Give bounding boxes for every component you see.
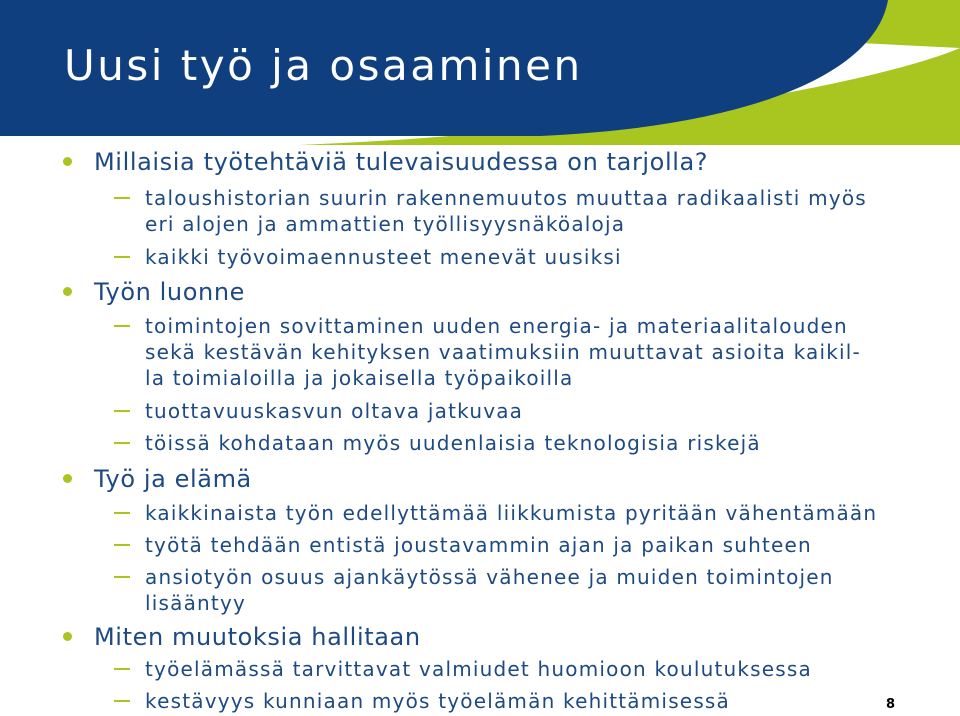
sub-item-line: lisääntyy	[145, 591, 247, 615]
sub-item-line: la toimialoilla ja jokaisella työpaikoilla	[145, 366, 574, 390]
dash-marker	[114, 325, 130, 327]
dash-marker	[114, 544, 130, 546]
sub-item-line: eri alojen ja ammattien työllisyysnäköaloja	[145, 212, 626, 236]
sub-item-line: ansiotyön osuus ajankäytössä vähenee ja muiden toimintojen	[145, 565, 834, 589]
dash-marker	[114, 668, 130, 670]
dash-marker	[114, 512, 130, 514]
dash-marker	[114, 256, 130, 258]
bullet-heading: Työn luonne	[94, 278, 245, 306]
sub-item-line: toimintojen sovittaminen uuden energia- ja materiaalitalouden	[145, 314, 848, 338]
bullet-marker	[63, 157, 72, 166]
sub-item-line: tuottavuuskasvun oltava jatkuvaa	[145, 399, 524, 423]
bullet-marker	[63, 287, 72, 296]
bullet-marker	[63, 632, 72, 641]
bullet-heading: Millaisia työtehtäviä tulevaisuudessa on tarjolla?	[94, 148, 709, 176]
sub-item-line: työtä tehdään entistä joustavammin ajan ja paikan suhteen	[145, 533, 812, 557]
dash-marker	[114, 576, 130, 578]
sub-item-line: työelämässä tarvittavat valmiudet huomioon koulutuksessa	[145, 657, 812, 681]
slide-title: Uusi työ ja osaaminen	[64, 41, 583, 90]
sub-item-line: kaikkinaista työn edellyttämää liikkumista pyritään vähentämään	[145, 501, 878, 525]
bullet-heading: Työ ja elämä	[94, 465, 252, 493]
sub-item-line: kaikki työvoimaennusteet menevät uusiksi	[145, 245, 622, 269]
sub-item-line: sekä kestävän kehityksen vaatimuksiin muuttavat asioita kaikil-	[145, 340, 861, 364]
sub-item-line: töissä kohdataan myös uudenlaisia teknologisia riskejä	[145, 431, 761, 455]
dash-marker	[114, 197, 130, 199]
page-number: 8	[886, 697, 896, 712]
dash-marker	[114, 700, 130, 702]
sub-item-line: taloushistorian suurin rakennemuutos muuttaa radikaalisti myös	[145, 186, 867, 210]
sub-item-line: kestävyys kunniaan myös työelämän kehittämisessä	[145, 689, 731, 713]
dash-marker	[114, 410, 130, 412]
bullet-heading: Miten muutoksia hallitaan	[94, 623, 421, 651]
dash-marker	[114, 442, 130, 444]
bullet-marker	[63, 474, 72, 483]
